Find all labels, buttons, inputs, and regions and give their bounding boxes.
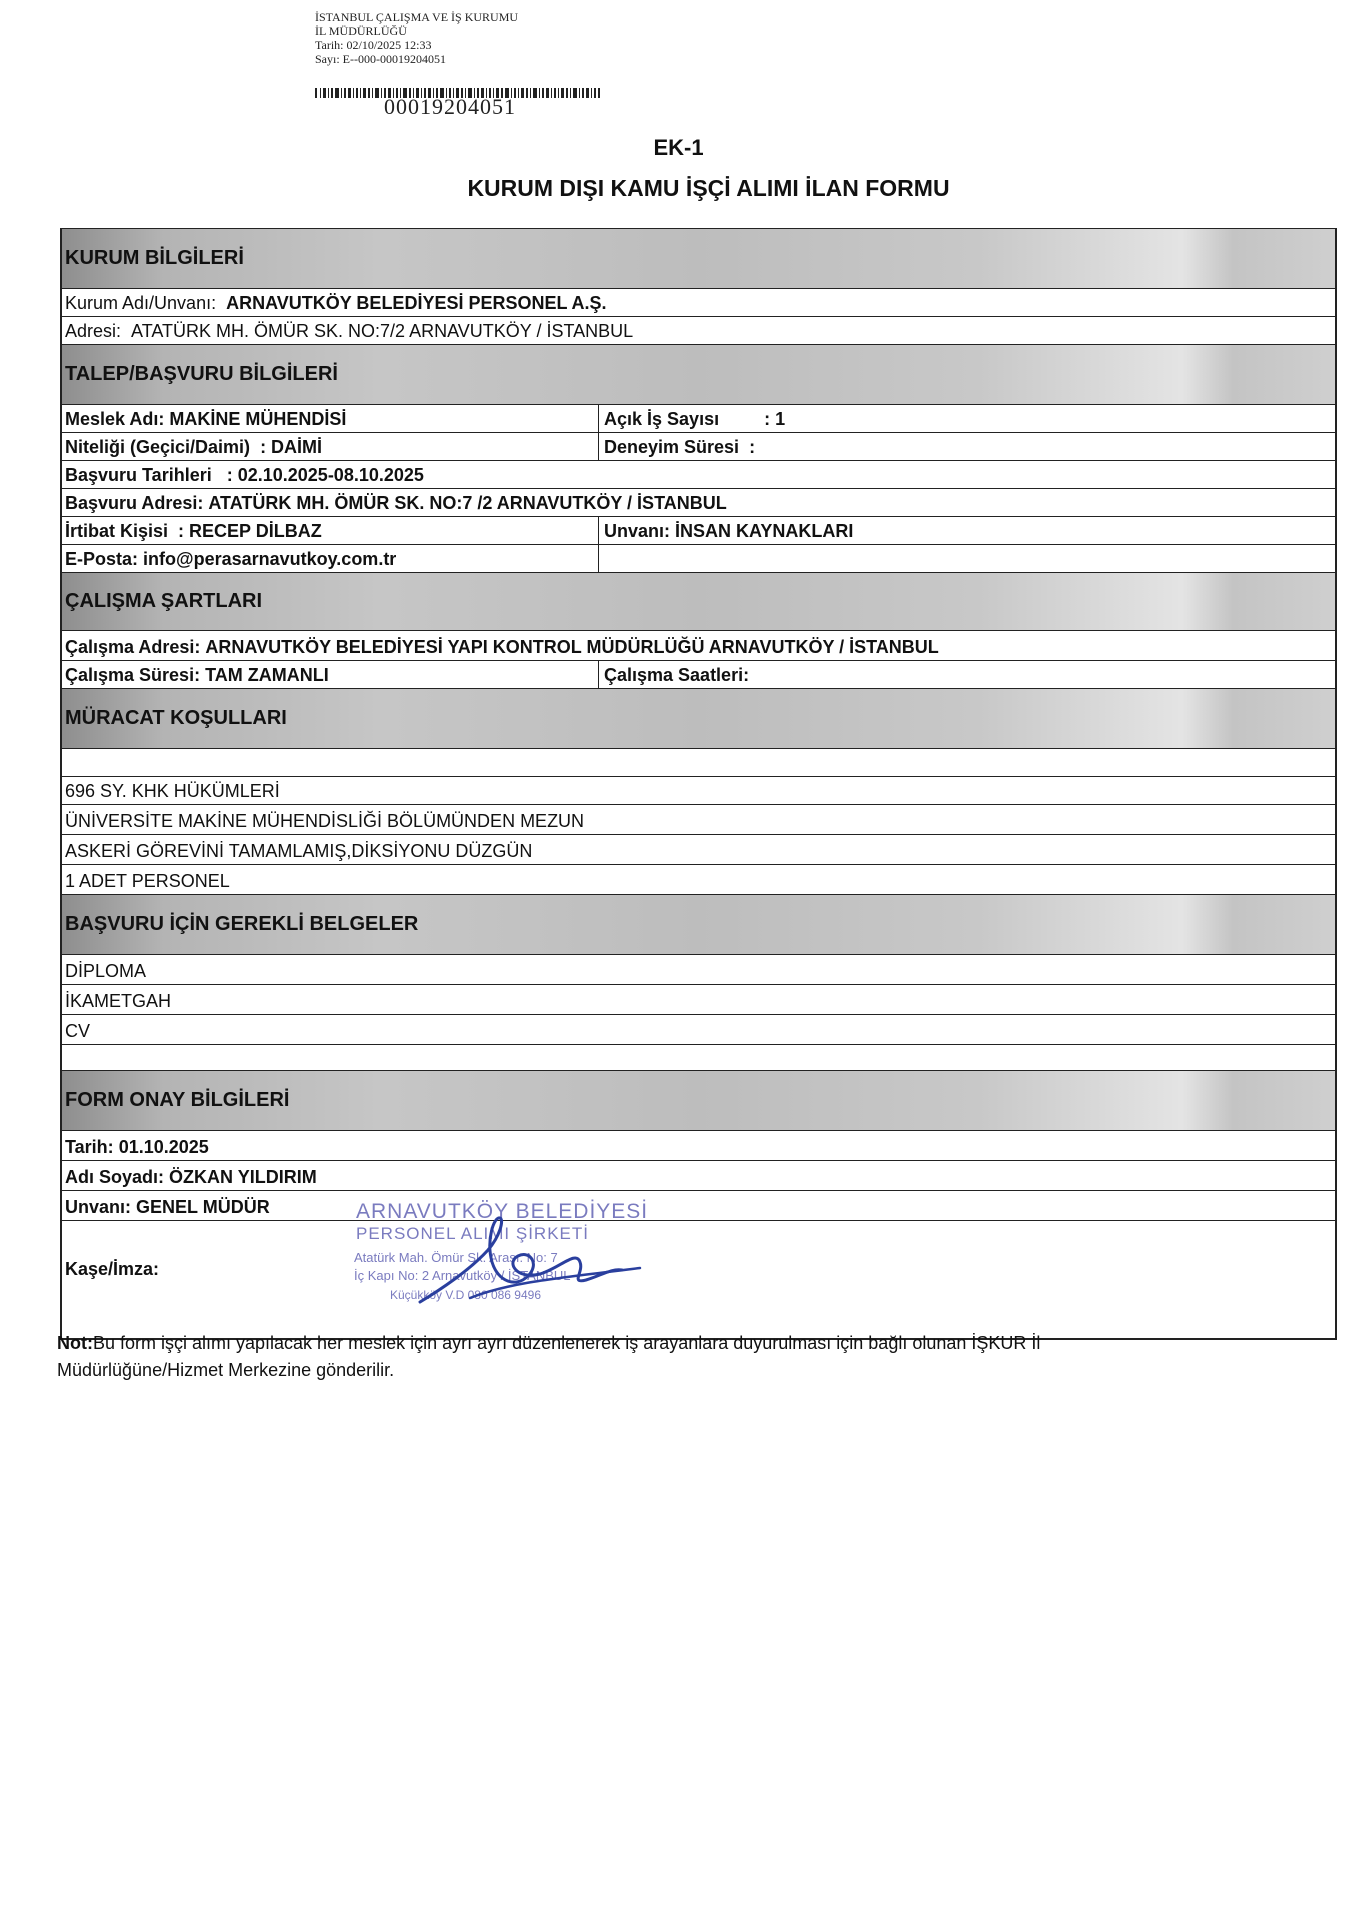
belge-item: İKAMETGAH — [65, 991, 172, 1011]
acik-is-value: : 1 — [764, 409, 786, 429]
section-onay — [62, 1070, 1335, 1130]
section-talep — [62, 344, 1335, 404]
field-label: Unvanı: — [65, 1197, 132, 1217]
row-calisma-sure — [62, 660, 1335, 688]
stamp-line: Küçükköy V.D 080 086 9496 — [390, 1288, 542, 1302]
cell-empty — [598, 545, 1335, 572]
unvan-value: İNSAN KAYNAKLARI — [675, 521, 854, 541]
section-calisma — [62, 572, 1335, 630]
field-label: Niteliği (Geçici/Daimi) — [65, 437, 251, 457]
header-number: Sayı: E--000-00019204051 — [315, 52, 446, 66]
calisma-sure-value: TAM ZAMANLI — [205, 665, 329, 685]
form-title: KURUM DIŞI KAMU İŞÇİ ALIMI İLAN FORMU — [467, 175, 950, 201]
section-kurum — [62, 228, 1335, 288]
header-institution: İSTANBUL ÇALIŞMA VE İŞ KURUMU — [315, 10, 519, 24]
section-title: TALEP/BAŞVURU BİLGİLERİ — [65, 363, 338, 385]
field-label: Açık İş Sayısı — [604, 409, 720, 429]
row-nitelik — [62, 432, 1335, 460]
field-label: Başvuru Tarihleri — [65, 465, 212, 485]
onay-unvan-value: GENEL MÜDÜR — [136, 1197, 270, 1217]
note-text: Bu form işçi alımı yapılacak her meslek için ayrı ayrı düzenlenerek iş arayanlara duyurulması için bağlı olunan İŞKUR İl Müdürlüğüne/Hizmet Merkezine gönderilir. — [57, 1333, 1041, 1380]
eposta-value[interactable]: info@perasarnavutkoy.com.tr — [143, 549, 397, 569]
row-basvuru-adres — [62, 488, 1335, 516]
form-note — [57, 1330, 1057, 1384]
irtibat-value: : RECEP DİLBAZ — [178, 521, 322, 541]
row-onay-adsoyad — [62, 1160, 1335, 1190]
document-registry-header — [315, 10, 518, 66]
nitelik-value: : DAİMİ — [260, 437, 323, 457]
row-onay-unvan — [62, 1190, 1335, 1220]
row-muracat-empty — [62, 748, 1335, 776]
stamp-line: İç Kapı No: 2 Arnavutköy / İSTANBUL — [354, 1268, 571, 1283]
field-label: Meslek Adı: — [65, 409, 165, 429]
row-belge-empty — [62, 1044, 1335, 1070]
field-label: Adresi: — [65, 321, 122, 341]
row-calisma-adres — [62, 630, 1335, 660]
row-irtibat — [62, 516, 1335, 544]
field-label: İrtibat Kişisi — [65, 521, 169, 541]
field-label: Çalışma Saatleri: — [604, 665, 750, 685]
row-onay-tarih — [62, 1130, 1335, 1160]
list-item — [62, 864, 1335, 894]
field-label: Adı Soyadı: — [65, 1167, 165, 1187]
list-item — [62, 776, 1335, 804]
list-item — [62, 1014, 1335, 1044]
meslek-value: MAKİNE MÜHENDİSİ — [169, 409, 347, 429]
deneyim-value: : — [749, 437, 756, 457]
list-item — [62, 834, 1335, 864]
section-title: KURUM BİLGİLERİ — [65, 247, 244, 269]
field-label: Kaşe/İmza: — [65, 1259, 160, 1279]
field-label: E-Posta: — [65, 549, 139, 569]
cell-deneyim — [598, 433, 1335, 460]
signature-icon — [400, 1210, 660, 1310]
onay-adsoyad-value: ÖZKAN YILDIRIM — [169, 1167, 317, 1187]
muracat-item: ASKERİ GÖREVİNİ TAMAMLAMIŞ,DİKSİYONU DÜZGÜN — [65, 841, 533, 861]
basvuru-adres-value: ATATÜRK MH. ÖMÜR SK. NO:7 /2 ARNAVUTKÖY / İSTANBUL — [208, 493, 727, 513]
field-label: Unvanı: — [604, 521, 671, 541]
row-basvuru-tarih — [62, 460, 1335, 488]
belge-item: DİPLOMA — [65, 961, 147, 981]
field-label: Çalışma Süresi: — [65, 665, 201, 685]
cell-acik-is — [598, 405, 1335, 432]
row-eposta — [62, 544, 1335, 572]
application-form — [60, 228, 1337, 1340]
section-belgeler — [62, 894, 1335, 954]
muracat-item: 696 SY. KHK HÜKÜMLERİ — [65, 781, 280, 801]
row-kurum-adi — [62, 288, 1335, 316]
list-item — [62, 984, 1335, 1014]
field-label: Kurum Adı/Unvanı: — [65, 293, 217, 313]
belge-item: CV — [65, 1021, 91, 1041]
calisma-adres-value: ARNAVUTKÖY BELEDİYESİ YAPI KONTROL MÜDÜRLÜĞÜ ARNAVUTKÖY / İSTANBUL — [205, 637, 939, 657]
basvuru-tarih-value: : 02.10.2025-08.10.2025 — [226, 465, 424, 485]
muracat-item: 1 ADET PERSONEL — [65, 871, 230, 891]
barcode-number: 00019204051 — [384, 94, 516, 119]
kurum-name-value: ARNAVUTKÖY BELEDİYESİ PERSONEL A.Ş. — [226, 293, 607, 313]
section-title: MÜRACAT KOŞULLARI — [65, 707, 287, 729]
field-label: Çalışma Adresi: — [65, 637, 201, 657]
field-label: Tarih: — [65, 1137, 114, 1157]
row-meslek — [62, 404, 1335, 432]
field-label: Başvuru Adresi: — [65, 493, 204, 513]
stamp-line: PERSONEL ALIMI ŞİRKETİ — [356, 1224, 589, 1243]
row-kurum-adres — [62, 316, 1335, 344]
field-label: Deneyim Süresi — [604, 437, 740, 457]
kurum-address-value: ATATÜRK MH. ÖMÜR SK. NO:7/2 ARNAVUTKÖY / İSTANBUL — [131, 321, 634, 341]
list-item — [62, 804, 1335, 834]
annex-label: EK-1 — [653, 135, 704, 160]
header-date: Tarih: 02/10/2025 12:33 — [315, 38, 432, 52]
stamp-line: Atatürk Mah. Ömür Sk. Arası. No: 7 — [354, 1250, 558, 1265]
onay-tarih-value: 01.10.2025 — [118, 1137, 209, 1157]
section-title: ÇALIŞMA ŞARTLARI — [65, 590, 263, 612]
cell-unvan — [598, 517, 1335, 544]
list-item — [62, 954, 1335, 984]
note-label: Not: — [57, 1333, 93, 1353]
row-kase-imza — [62, 1220, 1335, 1282]
muracat-item: ÜNİVERSİTE MAKİNE MÜHENDİSLİĞİ BÖLÜMÜNDEN MEZUN — [65, 811, 585, 831]
cell-calisma-saat — [598, 661, 1335, 688]
stamp-line: ARNAVUTKÖY BELEDİYESİ — [356, 1200, 649, 1223]
header-directorate: İL MÜDÜRLÜĞÜ — [315, 24, 407, 38]
section-title: FORM ONAY BİLGİLERİ — [65, 1089, 290, 1111]
section-title: BAŞVURU İÇİN GEREKLİ BELGELER — [65, 913, 419, 935]
section-muracat — [62, 688, 1335, 748]
